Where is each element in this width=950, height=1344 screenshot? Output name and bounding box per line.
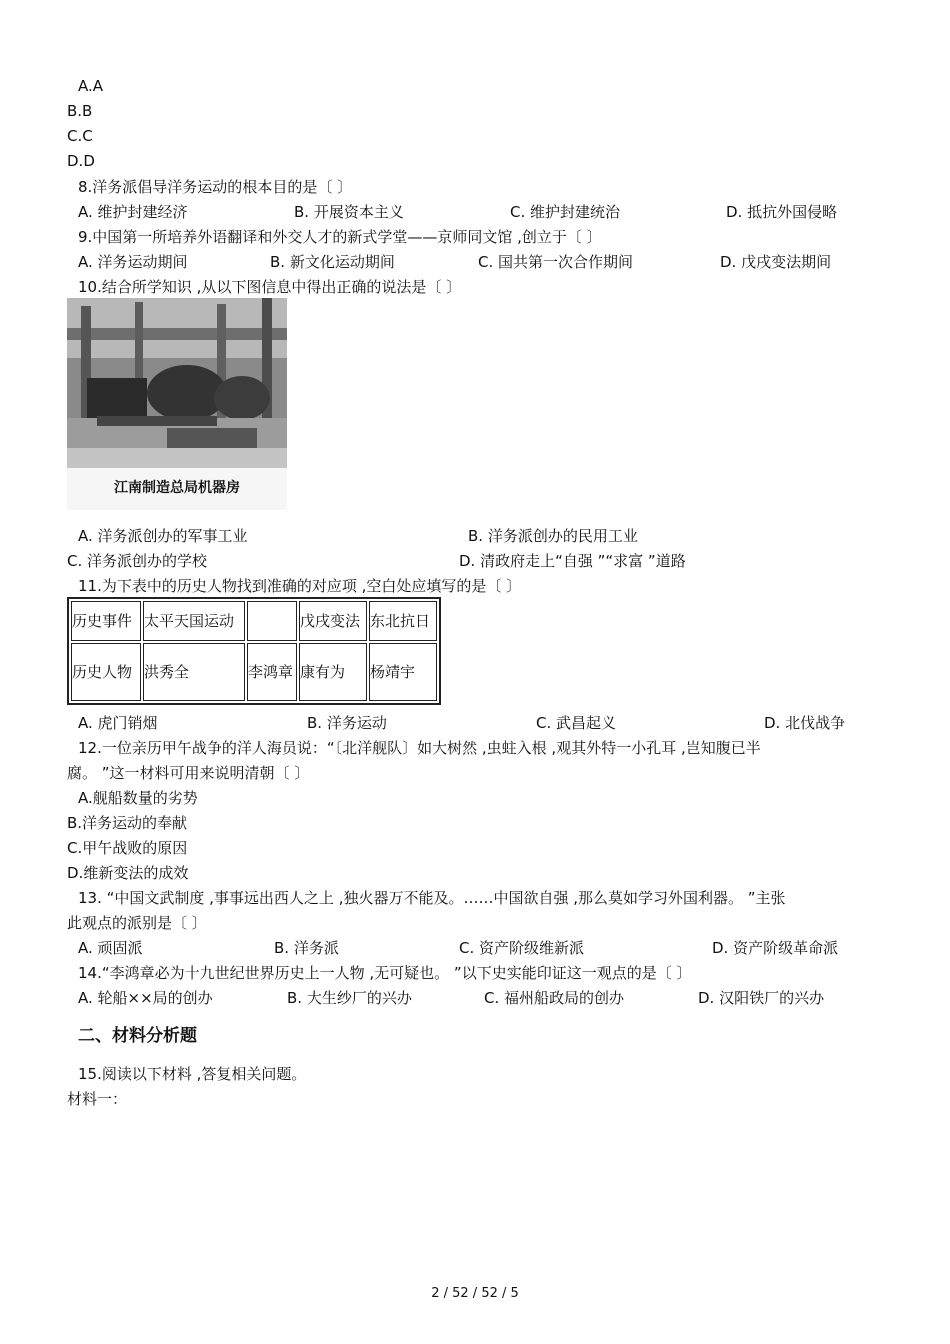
option-d: D. 抵抗外国侵略 [726, 203, 838, 221]
option-c: C. 福州船政局的创办 [484, 989, 625, 1007]
question-stem: 15.阅读以下材料 ,答复相关问题。 [78, 1065, 307, 1083]
option-b: B.洋务运动的奉献 [67, 814, 188, 832]
option-d: D. 北伐战争 [764, 714, 846, 732]
question-stem-cont: 腐。 ”这一材料可用来说明清朝〔 〕 [67, 764, 310, 782]
option-b: B. 洋务派创办的民用工业 [468, 527, 638, 545]
option-a: A. 维护封建经济 [78, 203, 188, 221]
option-b: B. 新文化运动期间 [270, 253, 395, 271]
option-a: A.A [78, 77, 104, 95]
option-c: C.甲午战败的原因 [67, 839, 188, 857]
table-cell: 太平天国运动 [143, 601, 245, 641]
table-cell: 洪秀全 [143, 643, 245, 701]
option-d: D. 清政府走上“自强 ”“求富 ”道路 [459, 552, 686, 570]
option-d: D.维新变法的成效 [67, 864, 189, 882]
option-c: C. 资产阶级维新派 [459, 939, 585, 957]
option-c: C. 国共第一次合作期间 [478, 253, 634, 271]
table-cell: 戊戌变法 [299, 601, 367, 641]
photo-caption: 江南制造总局机器房 [114, 480, 240, 496]
option-c: C.C [67, 127, 93, 145]
photo-illustration [67, 298, 287, 510]
table-cell: 东北抗日 [369, 601, 437, 641]
option-d: D.D [67, 152, 95, 170]
table-cell: 李鸿章 [247, 643, 297, 701]
page-number: 2 / 52 / 52 / 5 [431, 1286, 519, 1301]
option-b: B. 洋务派 [274, 939, 339, 957]
option-a: A. 洋务派创办的军事工业 [78, 527, 248, 545]
option-d: D. 资产阶级革命派 [712, 939, 839, 957]
option-b: B.B [67, 102, 93, 120]
question-stem: 10.结合所学知识 ,从以下图信息中得出正确的说法是〔 〕 [78, 278, 462, 296]
table-cell: 历史事件 [71, 601, 141, 641]
option-a: A. 顽固派 [78, 939, 143, 957]
option-a: A.舰船数量的劣势 [78, 789, 198, 807]
option-a: A. 虎门销烟 [78, 714, 158, 732]
option-a: A. 洋务运动期间 [78, 253, 188, 271]
question-stem: 13. “中国文武制度 ,事事远出西人之上 ,独火器万不能及。……中国欲自强 ,那么莫如学习外国利器。 ”主张 [78, 889, 786, 907]
question-stem-cont: 此观点的派别是〔 〕 [67, 914, 207, 932]
material-label: 材料一： [67, 1090, 128, 1108]
section-title: 二、材料分析题 [78, 1026, 197, 1046]
option-d: D. 戊戌变法期间 [720, 253, 832, 271]
option-b: B. 洋务运动 [307, 714, 387, 732]
table-cell: 康有为 [299, 643, 367, 701]
option-c: C. 武昌起义 [536, 714, 617, 732]
jiangnan-arsenal-photo [67, 298, 287, 510]
question-stem: 9.中国第一所培养外语翻译和外交人才的新式学堂——京师同文馆 ,创立于〔 〕 [78, 228, 602, 246]
question-stem: 14.“李鸿章必为十九世纪世界历史上一人物 ,无可疑也。 ”以下史实能印证这一观点的是〔 〕 [78, 964, 692, 982]
option-c: C. 洋务派创办的学校 [67, 552, 208, 570]
table-row [71, 643, 437, 701]
option-c: C. 维护封建统治 [510, 203, 621, 221]
table-cell: 杨靖宇 [369, 643, 437, 701]
history-table [67, 597, 441, 705]
option-a: A. 轮船××局的创办 [78, 989, 213, 1007]
question-stem: 12.一位亲历甲午战争的洋人海员说：“〔北洋舰队〕如大树然 ,虫蛀入根 ,观其外特一小孔耳 ,岂知腹已半 [78, 739, 761, 757]
option-b: B. 开展资本主义 [294, 203, 404, 221]
option-d: D. 汉阳铁厂的兴办 [698, 989, 825, 1007]
table-cell [247, 601, 297, 641]
question-stem: 11.为下表中的历史人物找到准确的对应项 ,空白处应填写的是〔 〕 [78, 577, 522, 595]
table-cell: 历史人物 [71, 643, 141, 701]
table-row [71, 601, 437, 641]
option-b: B. 大生纱厂的兴办 [287, 989, 412, 1007]
question-stem: 8.洋务派倡导洋务运动的根本目的是〔 〕 [78, 178, 353, 196]
